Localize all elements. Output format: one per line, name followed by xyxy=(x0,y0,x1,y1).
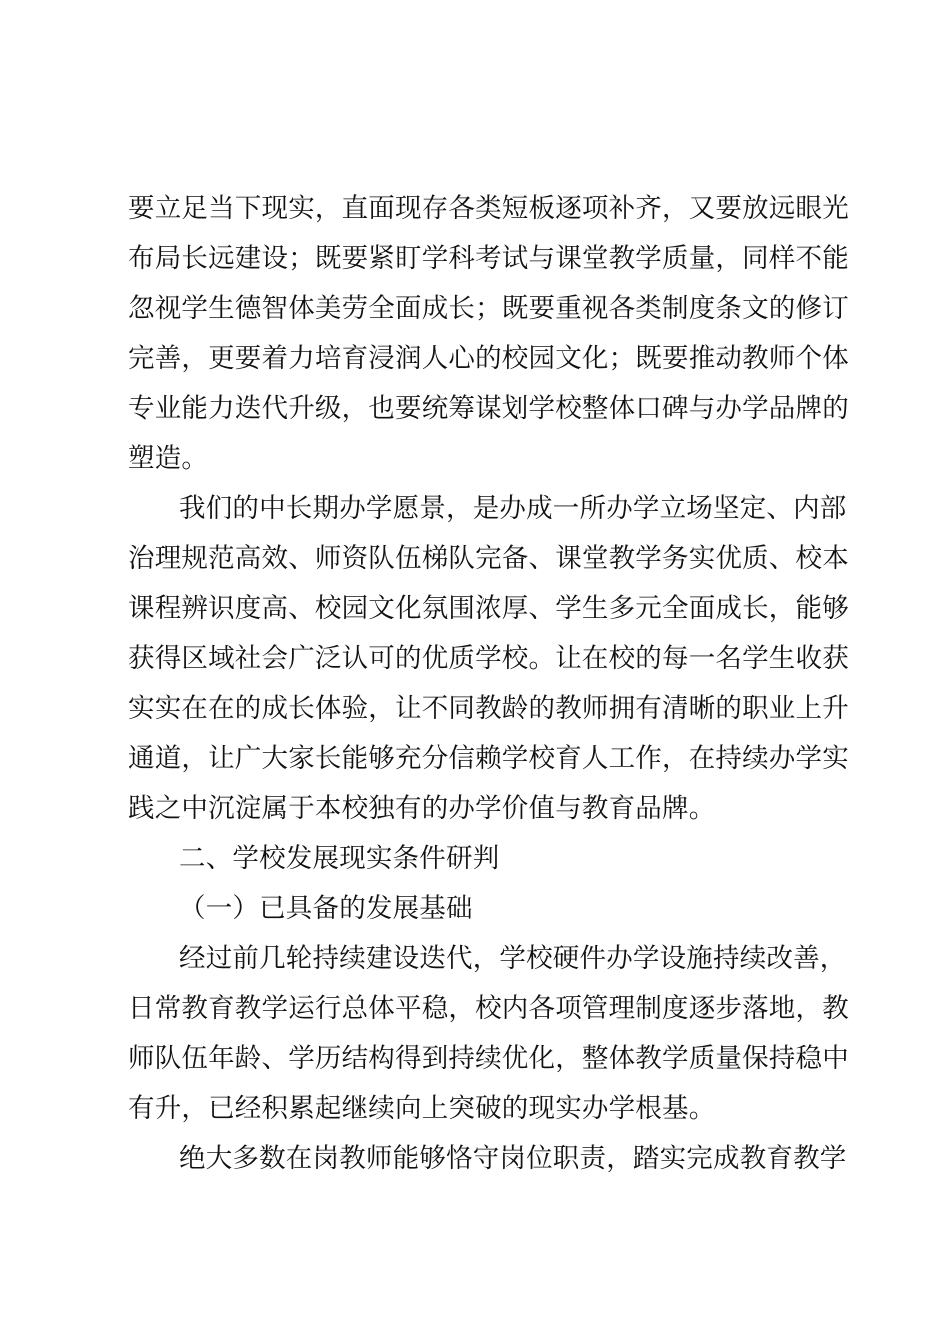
paragraph-start-line: 我们的中长期办学愿景，是办成一所办学立场坚定、内部 xyxy=(179,493,847,524)
text-line: 师队伍年龄、学历结构得到持续优化，整体教学质量保持稳中 xyxy=(128,1043,849,1074)
paragraph-start-line: 绝大多数在岗教师能够恪守岗位职责，踏实完成教育教学 xyxy=(179,1143,847,1174)
text-line: 课程辨识度高、校园文化氛围浓厚、学生多元全面成长，能够 xyxy=(128,593,849,624)
text-line: 专业能力迭代升级，也要统筹谋划学校整体口碑与办学品牌的 xyxy=(128,393,849,424)
text-line: 日常教育教学运行总体平稳，校内各项管理制度逐步落地，教 xyxy=(128,993,849,1024)
subsection-heading: （一）已具备的发展基础 xyxy=(179,893,473,924)
paragraph-start-line: 经过前几轮持续建设迭代，学校硬件办学设施持续改善， xyxy=(179,943,847,974)
text-line: 治理规范高效、师资队伍梯队完备、课堂教学务实优质、校本 xyxy=(128,543,849,574)
section-heading: 二、学校发展现实条件研判 xyxy=(179,843,500,874)
text-line: 忽视学生德智体美劳全面成长；既要重视各类制度条文的修订 xyxy=(128,293,849,324)
document-body xyxy=(128,184,849,1184)
text-line: 布局长远建设；既要紧盯学科考试与课堂教学质量，同样不能 xyxy=(128,243,849,274)
text-line: 塑造。 xyxy=(128,443,209,474)
text-line: 实实在在的成长体验，让不同教龄的教师拥有清晰的职业上升 xyxy=(128,693,849,724)
text-line: 完善，更要着力培育浸润人心的校园文化；既要推动教师个体 xyxy=(128,343,849,374)
text-line: 践之中沉淀属于本校独有的办学价值与教育品牌。 xyxy=(128,793,716,824)
text-line: 通道，让广大家长能够充分信赖学校育人工作，在持续办学实 xyxy=(128,743,849,774)
text-line: 获得区域社会广泛认可的优质学校。让在校的每一名学生收获 xyxy=(128,643,849,674)
text-line: 要立足当下现实，直面现存各类短板逐项补齐，又要放远眼光 xyxy=(128,193,849,224)
text-line: 有升，已经积累起继续向上突破的现实办学根基。 xyxy=(128,1093,716,1124)
